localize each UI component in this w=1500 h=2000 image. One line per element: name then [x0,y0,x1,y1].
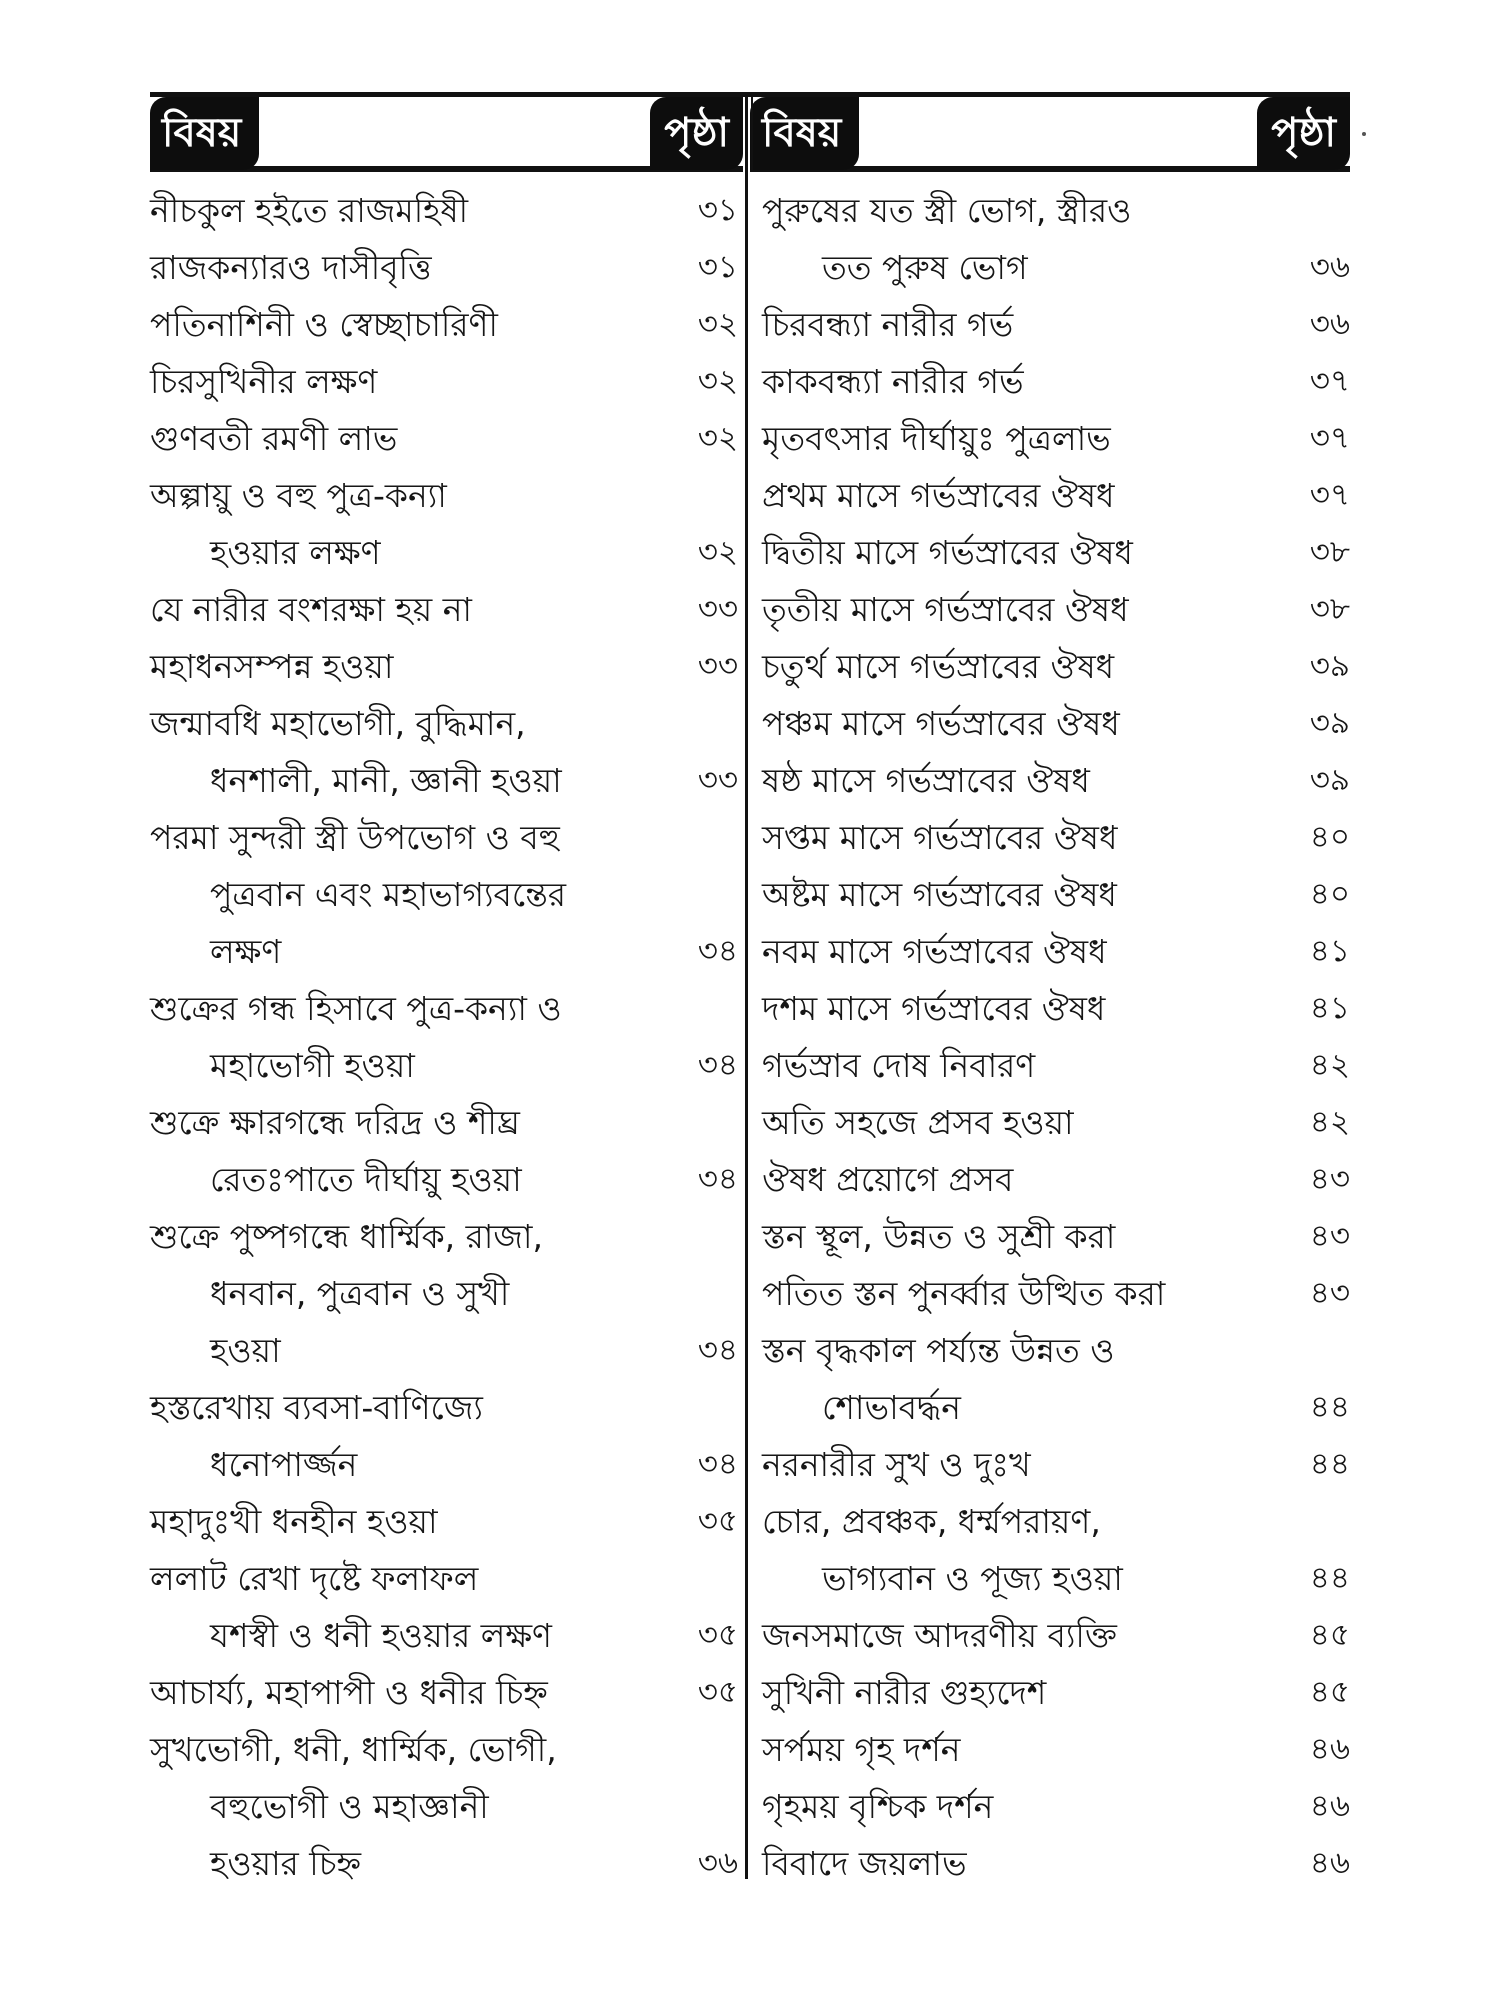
toc-entry [762,182,1350,239]
toc-entry [762,1094,1350,1151]
toc-entry [150,1778,738,1835]
left-toc-list [150,182,738,1892]
toc-entry-title: পুত্রবান এবং মহাভাগ্যবন্তের [210,875,567,914]
toc-entry-page: ৩৫ [697,1674,738,1710]
toc-entry-title: রেতঃপাতে দীর্ঘায়ু হওয়া [210,1160,522,1199]
toc-entry-title: শুক্রে ক্ষারগন্ধে দরিদ্র ও শীঘ্র [150,1103,520,1142]
toc-entry-page: ৪০ [1309,876,1350,912]
toc-entry-title: ধনোপার্জ্জন [210,1445,358,1484]
toc-entry-page: ৩৮ [1309,591,1350,627]
toc-entry-title: সুখভোগী, ধনী, ধার্ম্মিক, ভোগী, [150,1730,557,1769]
toc-entry [762,1436,1350,1493]
toc-entry-title: পতিনাশিনী ও স্বেচ্ছাচারিণী [150,305,498,344]
toc-entry-page: ৩৪ [697,1446,738,1482]
toc-entry [150,1208,738,1265]
toc-entry [762,524,1350,581]
toc-entry [762,353,1350,410]
toc-entry-title: জনসমাজে আদরণীয় ব্যক্তি [762,1616,1117,1655]
toc-entry [150,695,738,752]
toc-entry-page: ৩৬ [1309,306,1350,342]
toc-entry-page: ৩৭ [1309,363,1350,399]
toc-entry-title: পুরুষের যত স্ত্রী ভোগ, স্ত্রীরও [762,191,1132,230]
toc-entry-title: অল্পায়ু ও বহু পুত্র-কন্যা [150,476,447,515]
toc-entry [150,1265,738,1322]
toc-entry-title: চিরসুখিনীর লক্ষণ [150,362,378,401]
toc-entry-title: হস্তরেখায় ব্যবসা-বাণিজ্যে [150,1388,483,1427]
toc-entry [150,467,738,524]
toc-entry [762,1037,1350,1094]
toc-entry [150,410,738,467]
toc-entry [762,1778,1350,1835]
toc-entry-title: পতিত স্তন পুনর্ব্বার উত্থিত করা [762,1274,1166,1313]
right-page-heading: পৃষ্ঠা [1257,97,1350,170]
toc-entry-page: ৩৯ [1309,762,1350,798]
toc-entry [762,923,1350,980]
toc-entry-page: ৩৫ [697,1503,738,1539]
toc-entry-title: অতি সহজে প্রসব হওয়া [762,1103,1074,1142]
toc-entry-title: ষষ্ঠ মাসে গর্ভস্রাবের ঔষধ [762,761,1090,800]
toc-entry [762,980,1350,1037]
toc-entry [762,467,1350,524]
toc-entry-page: ৪৬ [1309,1845,1350,1881]
toc-entry [150,1721,738,1778]
toc-entry-page: ৪৫ [1309,1674,1350,1710]
toc-entry-page: ৩৯ [1309,705,1350,741]
toc-entry-page: ৪১ [1309,990,1350,1026]
toc-entry-title: নীচকুল হইতে রাজমহিষী [150,191,469,230]
right-topic-heading: বিষয় [750,97,859,170]
toc-entry [150,1379,738,1436]
toc-entry-title: ধনশালী, মানী, জ্ঞানী হওয়া [210,761,562,800]
toc-entry-title: স্তন বৃদ্ধকাল পর্য্যন্ত উন্নত ও [762,1331,1115,1370]
toc-entry-page: ৩৪ [697,1332,738,1368]
toc-entry-title: মহাধনসম্পন্ন হওয়া [150,647,394,686]
toc-entry [150,239,738,296]
toc-entry-page: ৪২ [1309,1047,1350,1083]
toc-entry-page: ৩৯ [1309,648,1350,684]
toc-entry-title: স্তন স্থূল, উন্নত ও সুশ্রী করা [762,1217,1116,1256]
toc-entry-title: যশস্বী ও ধনী হওয়ার লক্ষণ [210,1616,553,1655]
toc-entry-title: শোভাবর্দ্ধন [822,1388,961,1427]
toc-entry [762,1664,1350,1721]
toc-entry [762,638,1350,695]
toc-entry [762,1550,1350,1607]
toc-entry-page: ৩৮ [1309,534,1350,570]
toc-entry [150,296,738,353]
toc-entry [150,923,738,980]
toc-entry [150,1550,738,1607]
toc-entry-page: ৩১ [697,192,738,228]
toc-entry [762,1493,1350,1550]
toc-entry [150,353,738,410]
toc-entry-title: চোর, প্রবঞ্চক, ধর্ম্মপরায়ণ, [762,1502,1101,1541]
toc-entry-title: ললাট রেখা দৃষ্টে ফলাফল [150,1559,479,1598]
toc-entry-title: শুক্রের গন্ধ হিসাবে পুত্র-কন্যা ও [150,989,562,1028]
toc-entry [150,1151,738,1208]
toc-entry [762,1208,1350,1265]
toc-entry-page: ৩৬ [697,1845,738,1881]
toc-entry-title: পঞ্চম মাসে গর্ভস্রাবের ঔষধ [762,704,1120,743]
toc-entry-title: বিবাদে জয়লাভ [762,1844,967,1883]
toc-entry [150,752,738,809]
toc-entry [762,410,1350,467]
toc-entry [150,581,738,638]
toc-entry-title: লক্ষণ [210,932,282,971]
toc-entry-page: ৩২ [697,534,738,570]
header-divider [751,97,753,172]
toc-entry [762,1835,1350,1892]
toc-entry-title: শুক্রে পুষ্পগন্ধে ধার্ম্মিক, রাজা, [150,1217,543,1256]
toc-entry-title: সুখিনী নারীর গুহ্যদেশ [762,1673,1047,1712]
toc-entry-page: ৪৪ [1309,1389,1350,1425]
toc-entry-title: পরমা সুন্দরী স্ত্রী উপভোগ ও বহু [150,818,560,857]
toc-entry-title: কাকবন্ধ্যা নারীর গর্ভ [762,362,1024,401]
toc-entry-title: নবম মাসে গর্ভস্রাবের ঔষধ [762,932,1107,971]
toc-entry-page: ৪১ [1309,933,1350,969]
toc-entry-page: ৪৩ [1309,1161,1350,1197]
toc-entry [762,695,1350,752]
toc-entry-page: ৩১ [697,249,738,285]
toc-entry [762,1607,1350,1664]
right-column-header [750,97,1350,172]
toc-entry-title: নরনারীর সুখ ও দুঃখ [762,1445,1031,1484]
toc-entry-title: সর্পময় গৃহ দর্শন [762,1730,961,1769]
toc-entry-page: ৪২ [1309,1104,1350,1140]
toc-entry-title: মহাদুঃখী ধনহীন হওয়া [150,1502,438,1541]
toc-entry-page: ৩৪ [697,933,738,969]
right-toc-list [762,182,1350,1892]
toc-entry [762,1379,1350,1436]
toc-entry-title: ভাগ্যবান ও পূজ্য হওয়া [822,1559,1123,1598]
toc-entry-page: ৩৩ [697,648,738,684]
toc-entry-title: দ্বিতীয় মাসে গর্ভস্রাবের ঔষধ [762,533,1133,572]
toc-entry-page: ৪০ [1309,819,1350,855]
toc-entry-page: ৩৬ [1309,249,1350,285]
toc-entry-title: আচার্য্য, মহাপাপী ও ধনীর চিহ্ন [150,1673,548,1712]
toc-entry [150,1322,738,1379]
toc-entry [762,866,1350,923]
toc-entry [762,581,1350,638]
toc-entry-title: তত পুরুষ ভোগ [822,248,1028,287]
toc-entry-page: ৩২ [697,420,738,456]
toc-entry [150,1493,738,1550]
left-topic-heading: বিষয় [150,97,259,170]
toc-entry-page: ৪৬ [1309,1731,1350,1767]
toc-entry [762,1265,1350,1322]
toc-entry-page: ৪৪ [1309,1446,1350,1482]
toc-entry [150,809,738,866]
toc-entry-title: সপ্তম মাসে গর্ভস্রাবের ঔষধ [762,818,1118,857]
toc-entry-title: মৃতবৎসার দীর্ঘায়ুঃ পুত্রলাভ [762,419,1111,458]
toc-entry-page: ৪৩ [1309,1218,1350,1254]
toc-entry [150,1835,738,1892]
toc-entry [762,239,1350,296]
toc-entry-page: ৩৪ [697,1047,738,1083]
toc-entry [150,1037,738,1094]
toc-entry [150,866,738,923]
toc-entry-page: ৩৪ [697,1161,738,1197]
toc-entry-title: প্রথম মাসে গর্ভস্রাবের ঔষধ [762,476,1115,515]
toc-entry-page: ৪৩ [1309,1275,1350,1311]
toc-entry [150,1607,738,1664]
toc-entry-title: মহাভোগী হওয়া [210,1046,415,1085]
toc-entry-title: গুণবতী রমণী লাভ [150,419,398,458]
toc-entry-title: ঔষধ প্রয়োগে প্রসব [762,1160,1014,1199]
toc-entry-title: গর্ভস্রাব দোষ নিবারণ [762,1046,1036,1085]
toc-entry-page: ৪৫ [1309,1617,1350,1653]
toc-entry-page: ৩৫ [697,1617,738,1653]
toc-entry-page: ৩৭ [1309,477,1350,513]
toc-entry-page: ৩২ [697,363,738,399]
toc-entry [762,1322,1350,1379]
toc-entry [150,182,738,239]
column-divider [745,97,748,1879]
toc-entry-page: ৪৪ [1309,1560,1350,1596]
toc-entry-page: ৩২ [697,306,738,342]
toc-entry-title: গৃহময় বৃশ্চিক দর্শন [762,1787,994,1826]
toc-entry [150,524,738,581]
toc-entry [150,1664,738,1721]
toc-entry-title: ধনবান, পুত্রবান ও সুখী [210,1274,510,1313]
toc-entry-page: ৪৬ [1309,1788,1350,1824]
toc-entry [762,752,1350,809]
toc-entry-title: দশম মাসে গর্ভস্রাবের ঔষধ [762,989,1106,1028]
toc-entry-page: ৩৭ [1309,420,1350,456]
toc-entry [762,1151,1350,1208]
toc-entry-page: ৩৩ [697,762,738,798]
toc-entry [762,296,1350,353]
toc-entry-title: জন্মাবধি মহাভোগী, বুদ্ধিমান, [150,704,526,743]
toc-entry-title: হওয়া [210,1331,281,1370]
toc-entry [150,1436,738,1493]
toc-entry-title: হওয়ার লক্ষণ [210,533,381,572]
toc-entry-title: অষ্টম মাসে গর্ভস্রাবের ঔষধ [762,875,1117,914]
toc-entry-title: চিরবন্ধ্যা নারীর গর্ভ [762,305,1014,344]
toc-entry [150,980,738,1037]
left-page-heading: পৃষ্ঠা [650,97,743,170]
toc-entry-title: রাজকন্যারও দাসীবৃত্তি [150,248,432,287]
stray-dot [1362,132,1366,136]
toc-entry [150,1094,738,1151]
toc-entry-title: যে নারীর বংশরক্ষা হয় না [150,590,472,629]
toc-entry-title: চতুর্থ মাসে গর্ভস্রাবের ঔষধ [762,647,1115,686]
toc-entry [762,1721,1350,1778]
toc-entry [150,638,738,695]
toc-entry-title: তৃতীয় মাসে গর্ভস্রাবের ঔষধ [762,590,1129,629]
left-column-header [150,97,743,172]
toc-entry-title: বহুভোগী ও মহাজ্ঞানী [210,1787,489,1826]
toc-entry-title: হওয়ার চিহ্ন [210,1844,362,1883]
toc-entry-page: ৩৩ [697,591,738,627]
toc-entry [762,809,1350,866]
